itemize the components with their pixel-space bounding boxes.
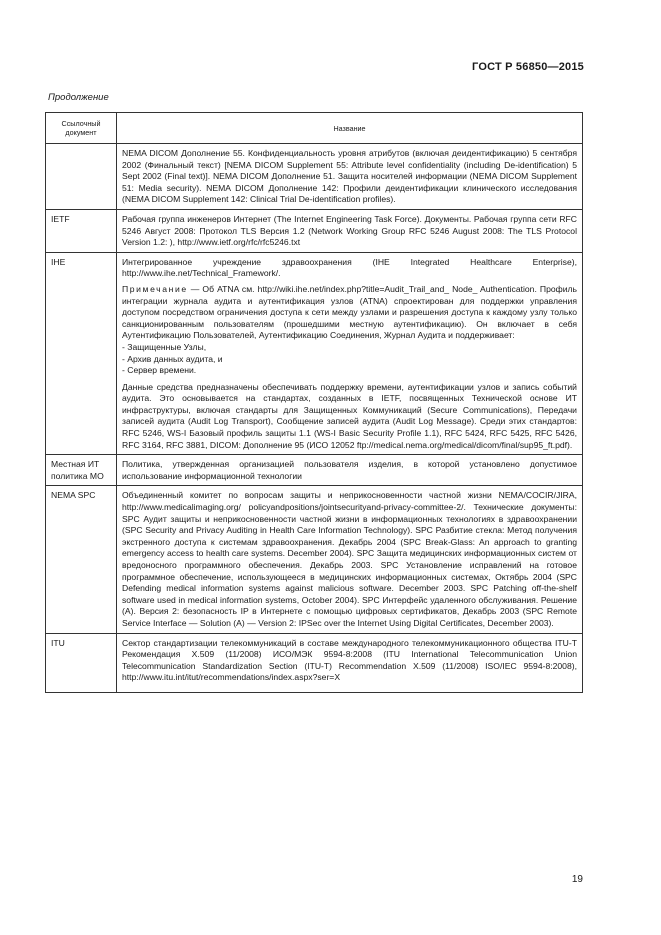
name-cell <box>117 455 583 486</box>
name-cell <box>117 252 583 455</box>
note-text: — Об ATNA см. http://wiki.ihe.net/index.php?title=Audit_Trail_and_ Node_ Authentication. Профиль интеграции журнала аудита и аутентификация узлов (ATNA) спроектирован для поддержки управления доступом посредством ограничения доступа к сети между узлами и разрешения доступа к каждому узлу только санкционированным пользователям (прошедшими местную аутентификацию). Он включает в себя Аутентификацию Пользователей, Аутентификацию Соединения, Журнал Аудита и поддерживает: <box>122 283 577 341</box>
ref-cell: Местная ИТ политика МО <box>46 455 117 486</box>
cell-text: Интегрированное учреждение здравоохранения (IHE Integrated Healthcare Enterprise), http://www.ihe.net/Technical_Framework/. <box>122 256 577 279</box>
cell-text: Политика, утвержденная организацией пользователя изделия, в которой установлено допустимое использование информационной технологии <box>122 459 577 481</box>
cell-text: Рабочая группа инженеров Интернет (The Internet Engineering Task Force). Документы. Рабочая группа сети RFC 5246 Август 2008: Протокол TLS Версия 1.2 (Network Working Group RFC 5246 August 2008: The TLS Protocol Version 1.2: ), http://www.ietf.org/rfc/rfc5246.txt <box>122 213 577 248</box>
name-cell <box>117 209 583 252</box>
table-header-row <box>46 113 583 144</box>
column-header-ref: Ссылочный документ <box>46 113 117 144</box>
table-row <box>46 252 583 455</box>
standard-id: ГОСТ Р 56850—2015 <box>472 61 584 73</box>
ref-cell: ITU <box>46 633 117 692</box>
ref-cell <box>46 144 117 210</box>
name-cell <box>117 486 583 633</box>
list-item: - Защищенные Узлы, <box>122 341 207 352</box>
cell-text: Сектор стандартизации телекоммуникаций в составе международного телекоммуникационного общества ITU-T Рекомендация X.509 (11/2008) ИСО/МЭК 9594-8:2008 (ITU International Telecommunication Union Telecommunication Standardization Section (ITU-T) Recommendation X.509 (11/2008) ISO/IEC 9594-8:2008), http://www.itu.int/itut/recommendations/index.aspx?ser=X <box>122 637 577 683</box>
list-item: - Сервер времени. <box>122 365 197 376</box>
cell-text: NEMA DICOM Дополнение 55. Конфиденциальность уровня атрибутов (включая деидентификацию) 5 сентября 2002 (Финальный текст) [NEMA DICOM Supplement 55: Attribute level confidentiality (including De-identification) 5 Sept 2002 (Final text)]. NEMA DICOM Дополнение 51. Защита носителей информации (NEMA DICOM Supplement 51: Media security). NEMA DICOM Дополнение 142: Профили деидентификации клинического исследования (NEMA DICOM Supplement 142: Clinical Trial De-identification profiles). <box>122 148 577 205</box>
note-label: Примечание <box>122 283 188 294</box>
continuation-label: Продолжение <box>48 92 109 103</box>
cell-text: Данные средства предназначены обеспечивать поддержку времени, аутентификации узлов и запись событий аудита. Это основывается на стандартах, созданных в IETF, посвященных Технической основе ИТ инфраструктуры, включая стандарты для Защищенных Коммуникаций (Secure Communications), Передачи записей аудита (Audit Log Transport), Сообщение записей аудита (Audit Log Message). Среди этих стандартов: RFC 5246, WS-I Базовый профиль защиты 1.1 (WS-I Basic Security Profile 1.1), RFC 5424, RFC 5425, RFC 5426, RFC 3164, RFC 3881, DICOM: Дополнение 95 (ИСО 12052 ftp://medical.nema.org/medical/dicom/final/sup95_ft.pdf). <box>122 381 577 450</box>
table-row <box>46 144 583 210</box>
table-row <box>46 486 583 633</box>
name-cell <box>117 144 583 210</box>
reference-table <box>45 112 583 693</box>
name-cell <box>117 633 583 692</box>
list-item: - Архив данных аудита, и <box>122 353 223 364</box>
table-row <box>46 633 583 692</box>
note-paragraph <box>122 284 577 342</box>
table-row <box>46 455 583 486</box>
ref-cell: IETF <box>46 209 117 252</box>
page-number: 19 <box>571 874 583 885</box>
table-row <box>46 209 583 252</box>
cell-text: Объединенный комитет по вопросам защиты и неприкосновенности частной жизни NEMA/COCIR/JIRA, http://www.medicalimaging.org/ policyandpositions/jointsecurityand-privacy-committee-2/. Технические документы: SPC Аудит защиты и неприкосновенности частной жизни в информационных технологиях в здравоохранении (SPC Security and Privacy Auditing in Health Care Information Technology). SPC Разбитие стекла: Метод получения экстренного доступа к системам здравоохранения. Декабрь 2004 (SPC Break-Glass: An approach to granting emergency access to health care systems. December 2004). SPC Защита медицинских информационных систем от вредоносного программного обеспечения. Декабрь 2003. SPC Установление исправлений на готовое программное обеспечение, использующееся в медицинских информационных системах, Октябрь 2004 (SPC Defending medical information systems against malicious software. December 2003. SPC Patching off-the-shelf software used in medical information systems, October 2004). SPC Интерфейс удаленного обслуживания. Решение (А). Версия 2: безопасность IP в Интернете с помощью цифровых сертификатов, Декабрь 2003 (SPC Remote Service Interface — Solution (A) — Version 2: IPSec over the Internet Using Digital Certificates, December 2003). <box>122 490 577 628</box>
column-header-name: Название <box>117 113 583 144</box>
ref-cell: NEMA SPC <box>46 486 117 633</box>
ref-cell: IHE <box>46 252 117 455</box>
